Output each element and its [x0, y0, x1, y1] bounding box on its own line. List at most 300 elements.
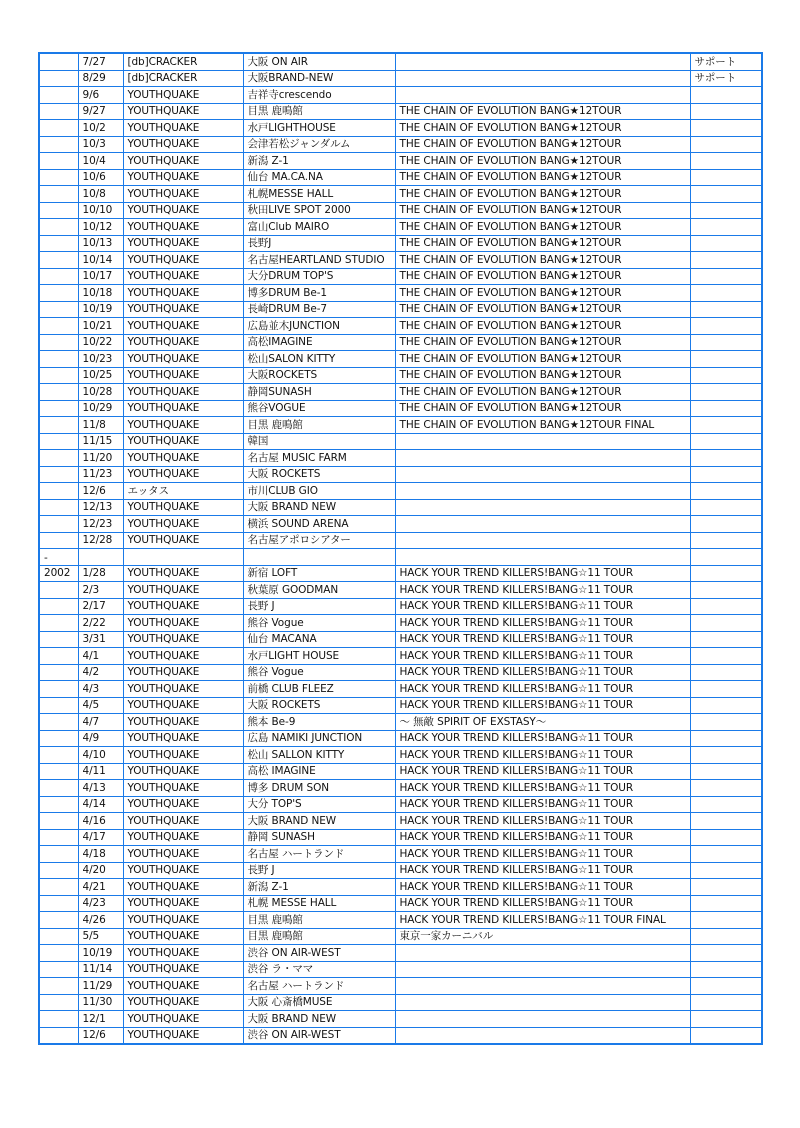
note-cell: [690, 120, 762, 137]
artist-cell: YOUTHQUAKE: [123, 450, 243, 467]
venue-cell: 渋谷 ON AIR-WEST: [243, 1027, 395, 1044]
year-cell: [39, 945, 78, 962]
date-cell: 10/23: [78, 351, 123, 368]
table-row: [39, 285, 762, 302]
venue-cell: 名古屋 MUSIC FARM: [243, 450, 395, 467]
artist-cell: YOUTHQUAKE: [123, 301, 243, 318]
date-cell: 10/13: [78, 235, 123, 252]
year-cell: [39, 879, 78, 896]
year-cell: 2002: [39, 565, 78, 582]
year-cell: [39, 978, 78, 995]
venue-cell: 新潟 Z-1: [243, 879, 395, 896]
venue-cell: 秋葉原 GOODMAN: [243, 582, 395, 599]
table-row: [39, 796, 762, 813]
venue-cell: 大阪 ROCKETS: [243, 466, 395, 483]
tour-cell: [395, 70, 690, 87]
table-row: [39, 318, 762, 335]
note-cell: [690, 846, 762, 863]
venue-cell: 札幌MESSE HALL: [243, 186, 395, 203]
artist-cell: YOUTHQUAKE: [123, 978, 243, 995]
tour-cell: [395, 466, 690, 483]
tour-cell: THE CHAIN OF EVOLUTION BANG★12TOUR: [395, 318, 690, 335]
date-cell: 4/17: [78, 829, 123, 846]
year-cell: [39, 53, 78, 70]
date-cell: 10/19: [78, 945, 123, 962]
note-cell: [690, 499, 762, 516]
venue-cell: 名古屋 ハートランド: [243, 978, 395, 995]
date-cell: 10/21: [78, 318, 123, 335]
year-cell: [39, 928, 78, 945]
artist-cell: YOUTHQUAKE: [123, 235, 243, 252]
tour-cell: THE CHAIN OF EVOLUTION BANG★12TOUR: [395, 301, 690, 318]
table-row: [39, 169, 762, 186]
tour-cell: HACK YOUR TREND KILLERS!BANG☆11 TOUR: [395, 598, 690, 615]
year-separator-row: [39, 549, 762, 566]
table-row: [39, 417, 762, 434]
venue-cell: 広島 NAMIKI JUNCTION: [243, 730, 395, 747]
tour-cell: HACK YOUR TREND KILLERS!BANG☆11 TOUR: [395, 631, 690, 648]
table-row: [39, 582, 762, 599]
tour-cell: THE CHAIN OF EVOLUTION BANG★12TOUR: [395, 252, 690, 269]
year-cell: [39, 87, 78, 104]
artist-cell: YOUTHQUAKE: [123, 186, 243, 203]
year-cell: [39, 615, 78, 632]
year-cell: [39, 318, 78, 335]
artist-cell: YOUTHQUAKE: [123, 961, 243, 978]
venue-cell: 大分DRUM TOP'S: [243, 268, 395, 285]
venue-cell: 大阪 BRAND NEW: [243, 1011, 395, 1028]
table-row: [39, 103, 762, 120]
tour-cell: [395, 532, 690, 549]
venue-cell: 大阪 ROCKETS: [243, 697, 395, 714]
table-row: [39, 334, 762, 351]
note-cell: [690, 961, 762, 978]
tour-cell: [395, 1011, 690, 1028]
tour-cell: [395, 978, 690, 995]
venue-cell: 長崎DRUM Be-7: [243, 301, 395, 318]
table-row: [39, 53, 762, 70]
table-row: [39, 1027, 762, 1044]
note-cell: [690, 730, 762, 747]
note-cell: [690, 879, 762, 896]
artist-cell: YOUTHQUAKE: [123, 582, 243, 599]
tour-cell: HACK YOUR TREND KILLERS!BANG☆11 TOUR: [395, 697, 690, 714]
artist-cell: YOUTHQUAKE: [123, 318, 243, 335]
date-cell: 11/14: [78, 961, 123, 978]
venue-cell: 高松IMAGINE: [243, 334, 395, 351]
tour-cell: THE CHAIN OF EVOLUTION BANG★12TOUR: [395, 202, 690, 219]
artist-cell: YOUTHQUAKE: [123, 384, 243, 401]
note-cell: [690, 367, 762, 384]
date-cell: 4/14: [78, 796, 123, 813]
artist-cell: YOUTHQUAKE: [123, 516, 243, 533]
note-cell: [690, 1011, 762, 1028]
artist-cell: YOUTHQUAKE: [123, 648, 243, 665]
tour-cell: THE CHAIN OF EVOLUTION BANG★12TOUR: [395, 235, 690, 252]
venue-cell: 仙台 MACANA: [243, 631, 395, 648]
table-row: [39, 351, 762, 368]
year-cell: [39, 235, 78, 252]
table-row: [39, 664, 762, 681]
note-cell: [690, 994, 762, 1011]
date-cell: 4/5: [78, 697, 123, 714]
date-cell: 10/2: [78, 120, 123, 137]
year-cell: [39, 648, 78, 665]
venue-cell: 博多 DRUM SON: [243, 780, 395, 797]
date-cell: 10/10: [78, 202, 123, 219]
tour-cell: HACK YOUR TREND KILLERS!BANG☆11 TOUR: [395, 565, 690, 582]
table-row: [39, 994, 762, 1011]
artist-cell: YOUTHQUAKE: [123, 417, 243, 434]
year-cell: [39, 681, 78, 698]
table-row: [39, 252, 762, 269]
year-cell: [39, 994, 78, 1011]
venue-cell: 目黒 鹿鳴館: [243, 417, 395, 434]
note-cell: [690, 681, 762, 698]
venue-cell: 秋田LIVE SPOT 2000: [243, 202, 395, 219]
date-cell: 12/13: [78, 499, 123, 516]
note-cell: [690, 813, 762, 830]
artist-cell: YOUTHQUAKE: [123, 730, 243, 747]
artist-cell: YOUTHQUAKE: [123, 351, 243, 368]
date-cell: 9/27: [78, 103, 123, 120]
table-row: [39, 978, 762, 995]
tour-cell: [395, 483, 690, 500]
tour-cell: HACK YOUR TREND KILLERS!BANG☆11 TOUR: [395, 747, 690, 764]
year-cell: [39, 763, 78, 780]
table-row: [39, 1011, 762, 1028]
artist-cell: [db]CRACKER: [123, 70, 243, 87]
tour-cell: THE CHAIN OF EVOLUTION BANG★12TOUR: [395, 268, 690, 285]
year-cell: [39, 697, 78, 714]
table-row: [39, 945, 762, 962]
venue-cell: 松山 SALLON KITTY: [243, 747, 395, 764]
year-cell: [39, 499, 78, 516]
note-cell: [690, 631, 762, 648]
year-cell: [39, 664, 78, 681]
year-cell: [39, 796, 78, 813]
tour-cell: THE CHAIN OF EVOLUTION BANG★12TOUR FINAL: [395, 417, 690, 434]
tour-cell: THE CHAIN OF EVOLUTION BANG★12TOUR: [395, 334, 690, 351]
tour-cell: HACK YOUR TREND KILLERS!BANG☆11 TOUR: [395, 664, 690, 681]
year-cell: [39, 153, 78, 170]
artist-cell: [123, 549, 243, 566]
date-cell: 4/21: [78, 879, 123, 896]
table-row: [39, 70, 762, 87]
date-cell: [78, 549, 123, 566]
year-cell: [39, 730, 78, 747]
note-cell: [690, 219, 762, 236]
year-cell: [39, 301, 78, 318]
date-cell: 12/28: [78, 532, 123, 549]
tour-cell: [395, 87, 690, 104]
note-cell: [690, 516, 762, 533]
year-cell: -: [39, 549, 78, 566]
table-row: [39, 186, 762, 203]
note-cell: サポート: [690, 53, 762, 70]
artist-cell: YOUTHQUAKE: [123, 846, 243, 863]
date-cell: 4/16: [78, 813, 123, 830]
note-cell: [690, 928, 762, 945]
date-cell: 10/4: [78, 153, 123, 170]
tour-cell: THE CHAIN OF EVOLUTION BANG★12TOUR: [395, 153, 690, 170]
note-cell: [690, 763, 762, 780]
tour-cell: [395, 1027, 690, 1044]
note-cell: [690, 318, 762, 335]
date-cell: 8/29: [78, 70, 123, 87]
note-cell: [690, 945, 762, 962]
tour-cell: [395, 433, 690, 450]
note-cell: [690, 1027, 762, 1044]
date-cell: 4/13: [78, 780, 123, 797]
tour-cell: HACK YOUR TREND KILLERS!BANG☆11 TOUR: [395, 813, 690, 830]
year-cell: [39, 252, 78, 269]
year-cell: [39, 813, 78, 830]
date-cell: 4/2: [78, 664, 123, 681]
date-cell: 4/1: [78, 648, 123, 665]
venue-cell: 大阪 心斎橋MUSE: [243, 994, 395, 1011]
note-cell: [690, 466, 762, 483]
tour-cell: HACK YOUR TREND KILLERS!BANG☆11 TOUR: [395, 829, 690, 846]
tour-cell: [395, 53, 690, 70]
note-cell: [690, 384, 762, 401]
year-cell: [39, 186, 78, 203]
note-cell: [690, 351, 762, 368]
note-cell: [690, 433, 762, 450]
table-row: [39, 615, 762, 632]
note-cell: [690, 136, 762, 153]
venue-cell: 名古屋 ハートランド: [243, 846, 395, 863]
date-cell: 9/6: [78, 87, 123, 104]
date-cell: 10/3: [78, 136, 123, 153]
venue-cell: 会津若松ジャンダルム: [243, 136, 395, 153]
note-cell: [690, 153, 762, 170]
note-cell: [690, 796, 762, 813]
tour-cell: HACK YOUR TREND KILLERS!BANG☆11 TOUR: [395, 895, 690, 912]
table-row: [39, 631, 762, 648]
date-cell: 7/27: [78, 53, 123, 70]
note-cell: [690, 565, 762, 582]
date-cell: 10/25: [78, 367, 123, 384]
note-cell: [690, 615, 762, 632]
date-cell: 4/20: [78, 862, 123, 879]
artist-cell: YOUTHQUAKE: [123, 1027, 243, 1044]
artist-cell: YOUTHQUAKE: [123, 813, 243, 830]
tour-cell: ～ 無敵 SPIRIT OF EXSTASY～: [395, 714, 690, 731]
venue-cell: [243, 549, 395, 566]
venue-cell: 高松 IMAGINE: [243, 763, 395, 780]
artist-cell: YOUTHQUAKE: [123, 912, 243, 929]
note-cell: [690, 549, 762, 566]
venue-cell: 新潟 Z-1: [243, 153, 395, 170]
tour-cell: HACK YOUR TREND KILLERS!BANG☆11 TOUR: [395, 780, 690, 797]
year-cell: [39, 103, 78, 120]
venue-cell: 吉祥寺crescendo: [243, 87, 395, 104]
tour-cell: HACK YOUR TREND KILLERS!BANG☆11 TOUR: [395, 796, 690, 813]
tour-cell: HACK YOUR TREND KILLERS!BANG☆11 TOUR: [395, 730, 690, 747]
tour-cell: THE CHAIN OF EVOLUTION BANG★12TOUR: [395, 351, 690, 368]
venue-cell: 渋谷 ラ・ママ: [243, 961, 395, 978]
date-cell: 4/3: [78, 681, 123, 698]
venue-cell: 韓国: [243, 433, 395, 450]
venue-cell: 熊谷 Vogue: [243, 615, 395, 632]
artist-cell: YOUTHQUAKE: [123, 631, 243, 648]
artist-cell: YOUTHQUAKE: [123, 285, 243, 302]
year-cell: [39, 747, 78, 764]
table-row: [39, 598, 762, 615]
year-cell: [39, 169, 78, 186]
note-cell: [690, 532, 762, 549]
note-cell: [690, 483, 762, 500]
year-cell: [39, 780, 78, 797]
venue-cell: 市川CLUB GIO: [243, 483, 395, 500]
date-cell: 4/26: [78, 912, 123, 929]
tour-cell: [395, 549, 690, 566]
schedule-body: [39, 53, 762, 1044]
date-cell: 12/23: [78, 516, 123, 533]
date-cell: 11/15: [78, 433, 123, 450]
artist-cell: エッタス: [123, 483, 243, 500]
artist-cell: YOUTHQUAKE: [123, 268, 243, 285]
tour-cell: HACK YOUR TREND KILLERS!BANG☆11 TOUR: [395, 763, 690, 780]
date-cell: 11/8: [78, 417, 123, 434]
artist-cell: YOUTHQUAKE: [123, 697, 243, 714]
date-cell: 4/10: [78, 747, 123, 764]
note-cell: [690, 334, 762, 351]
artist-cell: YOUTHQUAKE: [123, 780, 243, 797]
tour-cell: [395, 961, 690, 978]
table-row: [39, 846, 762, 863]
venue-cell: 熊谷VOGUE: [243, 400, 395, 417]
table-row: [39, 648, 762, 665]
note-cell: [690, 417, 762, 434]
note-cell: [690, 912, 762, 929]
date-cell: 3/31: [78, 631, 123, 648]
tour-cell: HACK YOUR TREND KILLERS!BANG☆11 TOUR: [395, 846, 690, 863]
year-cell: [39, 417, 78, 434]
table-row: [39, 153, 762, 170]
venue-cell: 大阪 BRAND NEW: [243, 813, 395, 830]
date-cell: 12/6: [78, 483, 123, 500]
year-cell: [39, 862, 78, 879]
note-cell: [690, 697, 762, 714]
date-cell: 5/5: [78, 928, 123, 945]
tour-cell: HACK YOUR TREND KILLERS!BANG☆11 TOUR: [395, 879, 690, 896]
venue-cell: 名古屋アポロシアター: [243, 532, 395, 549]
note-cell: [690, 780, 762, 797]
table-row: [39, 367, 762, 384]
note-cell: [690, 301, 762, 318]
date-cell: 4/18: [78, 846, 123, 863]
artist-cell: YOUTHQUAKE: [123, 928, 243, 945]
date-cell: 4/7: [78, 714, 123, 731]
year-cell: [39, 598, 78, 615]
venue-cell: 広島並木JUNCTION: [243, 318, 395, 335]
date-cell: 10/19: [78, 301, 123, 318]
venue-cell: 長野J: [243, 235, 395, 252]
venue-cell: 新宿 LOFT: [243, 565, 395, 582]
venue-cell: 熊本 Be-9: [243, 714, 395, 731]
note-cell: [690, 252, 762, 269]
table-row: [39, 532, 762, 549]
venue-cell: 札幌 MESSE HALL: [243, 895, 395, 912]
year-cell: [39, 829, 78, 846]
date-cell: 2/17: [78, 598, 123, 615]
artist-cell: YOUTHQUAKE: [123, 945, 243, 962]
artist-cell: YOUTHQUAKE: [123, 169, 243, 186]
note-cell: [690, 664, 762, 681]
artist-cell: YOUTHQUAKE: [123, 1011, 243, 1028]
artist-cell: YOUTHQUAKE: [123, 994, 243, 1011]
table-row: [39, 862, 762, 879]
venue-cell: 大阪 ON AIR: [243, 53, 395, 70]
year-cell: [39, 532, 78, 549]
note-cell: [690, 895, 762, 912]
venue-cell: 横浜 SOUND ARENA: [243, 516, 395, 533]
year-cell: [39, 466, 78, 483]
artist-cell: YOUTHQUAKE: [123, 499, 243, 516]
venue-cell: 大阪ROCKETS: [243, 367, 395, 384]
date-cell: 10/29: [78, 400, 123, 417]
year-cell: [39, 219, 78, 236]
table-row: [39, 483, 762, 500]
tour-cell: HACK YOUR TREND KILLERS!BANG☆11 TOUR: [395, 862, 690, 879]
venue-cell: 大分 TOP'S: [243, 796, 395, 813]
table-row: [39, 813, 762, 830]
table-row: [39, 268, 762, 285]
year-cell: [39, 400, 78, 417]
year-cell: [39, 285, 78, 302]
tour-cell: THE CHAIN OF EVOLUTION BANG★12TOUR: [395, 384, 690, 401]
venue-cell: 仙台 MA.CA.NA: [243, 169, 395, 186]
venue-cell: 熊谷 Vogue: [243, 664, 395, 681]
tour-cell: HACK YOUR TREND KILLERS!BANG☆11 TOUR: [395, 582, 690, 599]
artist-cell: YOUTHQUAKE: [123, 796, 243, 813]
artist-cell: YOUTHQUAKE: [123, 664, 243, 681]
artist-cell: [db]CRACKER: [123, 53, 243, 70]
artist-cell: YOUTHQUAKE: [123, 714, 243, 731]
note-cell: [690, 169, 762, 186]
year-cell: [39, 582, 78, 599]
date-cell: 12/1: [78, 1011, 123, 1028]
artist-cell: YOUTHQUAKE: [123, 829, 243, 846]
table-row: [39, 879, 762, 896]
date-cell: 4/9: [78, 730, 123, 747]
year-cell: [39, 268, 78, 285]
tour-cell: THE CHAIN OF EVOLUTION BANG★12TOUR: [395, 367, 690, 384]
artist-cell: YOUTHQUAKE: [123, 103, 243, 120]
date-cell: 4/11: [78, 763, 123, 780]
date-cell: 11/29: [78, 978, 123, 995]
table-row: [39, 961, 762, 978]
tour-cell: THE CHAIN OF EVOLUTION BANG★12TOUR: [395, 136, 690, 153]
venue-cell: 名古屋HEARTLAND STUDIO: [243, 252, 395, 269]
year-cell: [39, 120, 78, 137]
year-cell: [39, 714, 78, 731]
venue-cell: 水戸LIGHT HOUSE: [243, 648, 395, 665]
date-cell: 11/23: [78, 466, 123, 483]
year-cell: [39, 384, 78, 401]
tour-cell: [395, 516, 690, 533]
table-row: [39, 301, 762, 318]
table-row: [39, 400, 762, 417]
note-cell: [690, 862, 762, 879]
artist-cell: YOUTHQUAKE: [123, 763, 243, 780]
table-row: [39, 780, 762, 797]
artist-cell: YOUTHQUAKE: [123, 747, 243, 764]
note-cell: [690, 400, 762, 417]
tour-cell: [395, 450, 690, 467]
